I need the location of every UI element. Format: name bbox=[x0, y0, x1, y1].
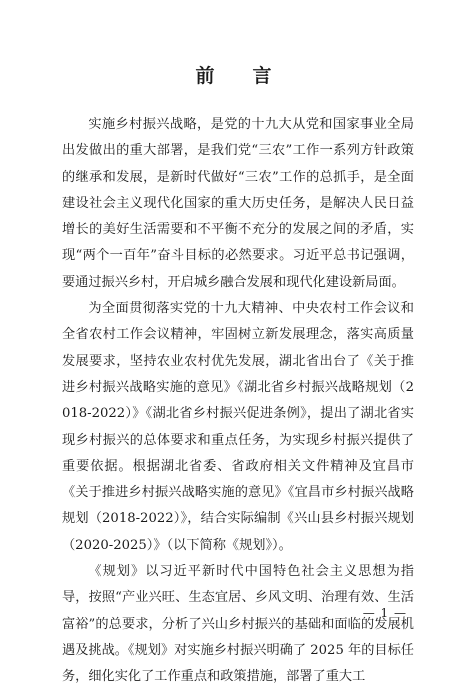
paragraph-3: 《规划》以习近平新时代中国特色社会主义思想为指导，按照“产业兴旺、生态宜居、乡风文明、治理有效、生活富裕”的总要求，分析了兴山乡村振兴的基础和面临的发展机遇及挑战。《规划》对实施乡村振兴明确了 2025 年的目标任务，细化实化了工作重点和政策措施，部署了重大工 bbox=[62, 564, 414, 685]
document-body bbox=[62, 112, 414, 691]
page-title bbox=[0, 64, 467, 88]
page-number: — 1 — bbox=[362, 606, 407, 620]
paragraph-1: 实施乡村振兴战略，是党的十九大从党和国家事业全局出发做出的重大部署，是我们党“三农”工作一系列方针政策的继承和发展，是新时代做好“三农”工作的总抓手，是全面建设社会主义现代化国家的重大历史任务，是解决人民日益增长的美好生活需要和不平衡不充分的发展之间的矛盾，实现“两个一百年”奋斗目标的必然要求。习近平总书记强调，要通过振兴乡村，开启城乡融合发展和现代化建设新局面。 bbox=[62, 117, 414, 290]
title-char-1: 前 bbox=[195, 65, 215, 87]
paragraph-2: 为全面贯彻落实党的十九大精神、中央农村工作会议和全省农村工作会议精神，牢固树立新发展理念，落实高质量发展要求，坚持农业农村优先发展，湖北省出台了《关于推进乡村振兴战略实施的意见》《湖北省乡村振兴战略规划（2018-2022）》《湖北省乡村振兴促进条例》，提出了湖北省实现乡村振兴的总体要求和重点任务，为实现乡村振兴提供了重要依据。根据湖北省委、省政府相关文件精神及宜昌市《关于推进乡村振兴战略实施的意见》《宜昌市乡村振兴战略规划（2018-2022）》，结合实际编制《兴山县乡村振兴规划（2020-2025）》（以下简称《规划》）。 bbox=[62, 301, 414, 553]
title-char-2: 言 bbox=[252, 65, 272, 87]
